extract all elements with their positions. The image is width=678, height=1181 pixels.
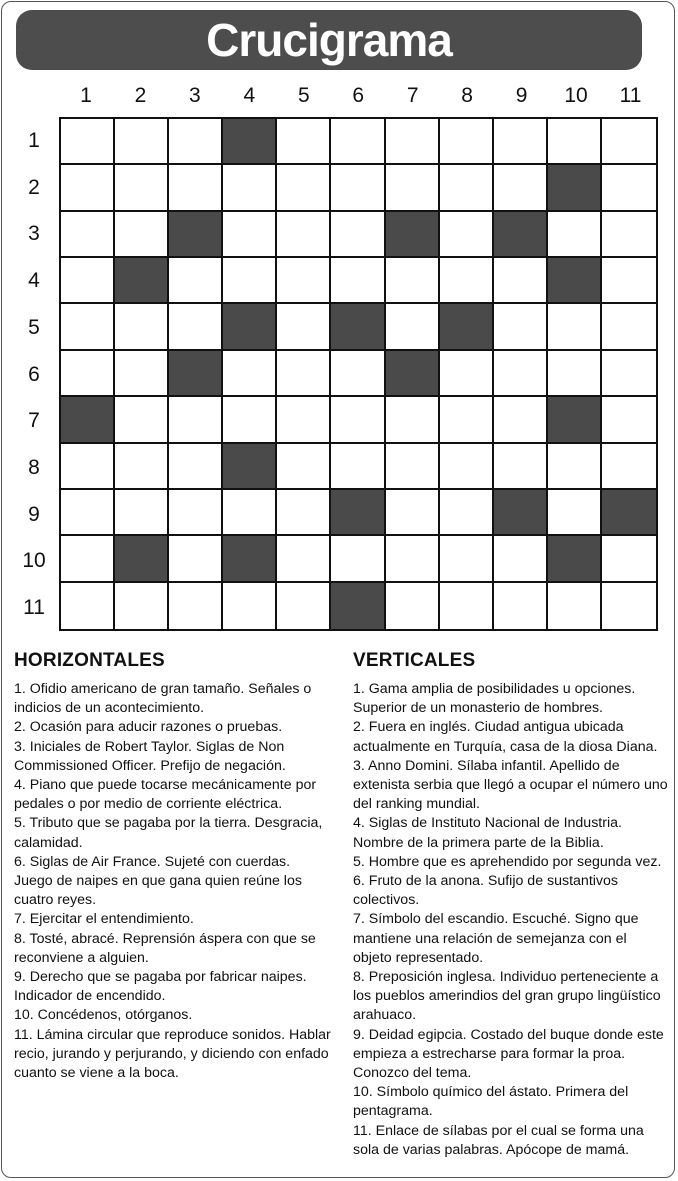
grid-cell[interactable] — [223, 351, 277, 397]
grid-cell[interactable] — [115, 212, 169, 258]
grid-cell[interactable] — [61, 304, 115, 350]
column-number: 9 — [515, 84, 528, 107]
grid-cell[interactable] — [169, 397, 223, 443]
clue-item: 8. Tosté, abracé. Reprensión áspera con que se reconviene a alguien. — [14, 930, 316, 966]
grid-cell[interactable] — [494, 536, 548, 582]
grid-cell[interactable] — [440, 351, 494, 397]
grid-cell[interactable] — [602, 444, 656, 490]
row-number: 6 — [28, 362, 40, 386]
row-number: 1 — [28, 129, 40, 152]
black-cell — [386, 351, 440, 397]
grid-cell[interactable] — [548, 304, 602, 350]
grid-cell[interactable] — [169, 490, 223, 536]
grid-cell[interactable] — [548, 119, 602, 165]
verticales-section — [353, 650, 669, 1160]
grid-cell[interactable] — [61, 258, 115, 304]
grid-cell[interactable] — [331, 536, 385, 582]
grid-cell[interactable] — [169, 119, 223, 165]
grid-cell[interactable] — [548, 351, 602, 397]
black-cell — [61, 397, 115, 443]
grid-cell[interactable] — [386, 536, 440, 582]
grid-cell[interactable] — [440, 583, 494, 629]
grid-cell[interactable] — [223, 165, 277, 211]
grid-cell[interactable] — [61, 165, 115, 211]
black-cell — [440, 304, 494, 350]
clue-item: 5. Hombre que es aprehendido por segunda vez. — [353, 853, 662, 870]
grid-cell[interactable] — [277, 536, 331, 582]
column-number: 3 — [189, 84, 201, 107]
grid-cell[interactable] — [223, 258, 277, 304]
clue-item: 10. Concédenos, otórganos. — [14, 1007, 193, 1024]
black-cell — [169, 212, 223, 258]
black-cell — [494, 212, 548, 258]
grid-cell[interactable] — [386, 583, 440, 629]
grid-cell[interactable] — [440, 490, 494, 536]
grid-cell[interactable] — [277, 304, 331, 350]
grid-cell[interactable] — [169, 304, 223, 350]
grid-cell[interactable] — [494, 258, 548, 304]
black-cell — [223, 444, 277, 490]
grid-cell[interactable] — [602, 165, 656, 211]
grid-cell[interactable] — [115, 397, 169, 443]
black-cell — [223, 304, 277, 350]
grid-cell[interactable] — [548, 583, 602, 629]
grid-cell[interactable] — [602, 351, 656, 397]
clue-item: 2. Fuera en inglés. Ciudad antigua ubicada actualmente en Turquía, casa de la diosa Diana. — [353, 719, 658, 755]
grid-cell[interactable] — [602, 536, 656, 582]
grid-cell[interactable] — [386, 258, 440, 304]
grid-cell[interactable] — [440, 119, 494, 165]
column-number: 11 — [619, 84, 642, 107]
grid-cell[interactable] — [277, 165, 331, 211]
grid-cell[interactable] — [61, 351, 115, 397]
row-number: 4 — [28, 269, 40, 293]
black-cell — [386, 212, 440, 258]
grid-cell[interactable] — [440, 258, 494, 304]
clue-item: 3. Iniciales de Robert Taylor. Siglas de Non Commissioned Officer. Prefijo de negación. — [14, 738, 286, 774]
black-cell — [223, 536, 277, 582]
grid-cell[interactable] — [61, 212, 115, 258]
clue-item: 3. Anno Domini. Sílaba infantil. Apellido de extenista serbia que llegó a ocupar el número uno del ranking mundial. — [353, 757, 668, 813]
grid-cell[interactable] — [169, 165, 223, 211]
grid-cell[interactable] — [115, 583, 169, 629]
row-number: 5 — [28, 315, 40, 339]
black-cell — [223, 119, 277, 165]
grid-cell[interactable] — [440, 165, 494, 211]
grid-cell[interactable] — [61, 583, 115, 629]
clue-item: 6. Fruto de la anona. Sufijo de sustantivos colectivos. — [353, 873, 618, 909]
black-cell — [331, 490, 385, 536]
grid-cell[interactable] — [223, 583, 277, 629]
grid-cell[interactable] — [115, 351, 169, 397]
clue-item: 9. Derecho que se pagaba por fabricar naipes. Indicador de encendido. — [14, 969, 307, 1005]
grid-cell[interactable] — [61, 536, 115, 582]
clue-item: 4. Piano que puede tocarse mecánicamente por pedales o por medio de corriente eléctrica. — [14, 777, 317, 813]
grid-cell[interactable] — [277, 258, 331, 304]
horizontales-section — [14, 650, 332, 1083]
clue-item: 11. Enlace de sílabas por el cual se forma una sola de varias palabras. Apócope de mamá. — [353, 1122, 644, 1158]
black-cell — [115, 536, 169, 582]
grid-cell[interactable] — [169, 258, 223, 304]
grid-cell[interactable] — [494, 583, 548, 629]
grid-cell[interactable] — [602, 397, 656, 443]
row-number: 10 — [22, 549, 46, 573]
grid-cell[interactable] — [61, 490, 115, 536]
verticales-heading: VERTICALES — [353, 650, 476, 671]
page-title: Crucigrama — [206, 14, 452, 66]
grid-cell[interactable] — [602, 304, 656, 350]
row-number: 7 — [28, 409, 40, 433]
title-bar — [16, 10, 642, 70]
grid-cell[interactable] — [169, 536, 223, 582]
grid-cell[interactable] — [169, 583, 223, 629]
grid-cell[interactable] — [494, 304, 548, 350]
clue-item: 1. Ofidio americano de gran tamaño. Señales o indicios de un acontecimiento. — [14, 681, 312, 717]
black-cell — [548, 536, 602, 582]
grid-cell[interactable] — [494, 119, 548, 165]
clue-item: 9. Deidad egipcia. Costado del buque donde este empieza a estrecharse para formar la proa. Conozco del tema. — [353, 1026, 664, 1082]
grid-cell[interactable] — [331, 351, 385, 397]
grid-cell[interactable] — [548, 490, 602, 536]
grid-cell[interactable] — [331, 397, 385, 443]
grid-cell[interactable] — [61, 119, 115, 165]
grid-cell[interactable] — [277, 444, 331, 490]
black-cell — [548, 397, 602, 443]
grid-cell[interactable] — [494, 397, 548, 443]
horizontales-clue-list — [14, 680, 332, 1083]
grid-cell[interactable] — [602, 119, 656, 165]
grid-cell[interactable] — [223, 212, 277, 258]
black-cell — [548, 258, 602, 304]
grid-cell[interactable] — [277, 119, 331, 165]
grid-cell[interactable] — [115, 444, 169, 490]
grid-cell[interactable] — [440, 444, 494, 490]
verticales-clue-list — [353, 680, 669, 1160]
black-cell — [602, 490, 656, 536]
clue-item: 4. Siglas de Instituto Nacional de Industria. Nombre de la primera parte de la Biblia. — [353, 815, 622, 851]
column-number: 10 — [564, 84, 588, 107]
column-number: 5 — [297, 84, 310, 107]
grid-cell[interactable] — [223, 490, 277, 536]
grid-cell[interactable] — [331, 119, 385, 165]
clue-item: 8. Preposición inglesa. Individuo perteneciente a los pueblos amerindios del gran grupo lingüístico arahuaco. — [353, 969, 661, 1024]
grid-cell[interactable] — [386, 304, 440, 350]
grid-cell[interactable] — [115, 119, 169, 165]
clue-item: 1. Gama amplia de posibilidades u opciones. Superior de un monasterio de hombres. — [353, 681, 636, 717]
grid-cell[interactable] — [115, 304, 169, 350]
grid-cell[interactable] — [277, 490, 331, 536]
row-number: 3 — [28, 222, 40, 246]
grid-cell[interactable] — [440, 212, 494, 258]
grid-cell[interactable] — [602, 258, 656, 304]
grid-cell[interactable] — [331, 444, 385, 490]
column-number: 2 — [134, 84, 147, 107]
clue-item: 6. Siglas de Air France. Sujeté con cuerdas. Juego de naipes en que gana quien reúne los cuatro reyes. — [14, 853, 302, 909]
grid-cell[interactable] — [440, 536, 494, 582]
grid-cell[interactable] — [386, 397, 440, 443]
clue-item: 10. Símbolo químico del ástato. Primera del pentagrama. — [353, 1084, 629, 1120]
column-number: 7 — [406, 84, 419, 107]
grid-cell[interactable] — [494, 165, 548, 211]
clue-item: 7. Símbolo del escandio. Escuché. Signo que mantiene una relación de semejanza con el objeto representado. — [353, 911, 639, 966]
grid-cell[interactable] — [548, 212, 602, 258]
grid-cell[interactable] — [223, 397, 277, 443]
row-number: 2 — [28, 175, 40, 199]
column-number: 6 — [352, 84, 365, 107]
black-cell — [331, 304, 385, 350]
grid-cell[interactable] — [277, 583, 331, 629]
clue-item: 5. Tributo que se pagaba por la tierra. Desgracia, calamidad. — [14, 815, 323, 851]
row-number: 9 — [28, 502, 40, 526]
clue-item: 11. Lámina circular que reproduce sonidos. Hablar recio, jurando y perjurando, y diciendo con enfado cuanto se viene a la boca. — [14, 1026, 331, 1082]
grid-cell[interactable] — [115, 165, 169, 211]
column-number: 4 — [243, 84, 256, 107]
grid-cell[interactable] — [494, 351, 548, 397]
grid-cell[interactable] — [602, 212, 656, 258]
grid-cell[interactable] — [331, 165, 385, 211]
grid-cell[interactable] — [386, 119, 440, 165]
black-cell — [115, 258, 169, 304]
grid-cell[interactable] — [169, 444, 223, 490]
grid-cell[interactable] — [440, 397, 494, 443]
grid-cell[interactable] — [494, 444, 548, 490]
grid-cell[interactable] — [277, 212, 331, 258]
grid-cell[interactable] — [602, 583, 656, 629]
black-cell — [494, 490, 548, 536]
clue-item: 2. Ocasión para aducir razones o pruebas. — [14, 719, 283, 736]
row-number: 8 — [28, 455, 40, 479]
black-cell — [169, 351, 223, 397]
clue-item: 7. Ejercitar el entendimiento. — [14, 911, 194, 928]
grid-cell[interactable] — [277, 351, 331, 397]
column-number: 1 — [80, 84, 92, 107]
grid-cell[interactable] — [386, 165, 440, 211]
grid-cell[interactable] — [61, 444, 115, 490]
black-cell — [331, 583, 385, 629]
row-number: 11 — [23, 596, 45, 619]
grid-cell[interactable] — [277, 397, 331, 443]
grid-cell[interactable] — [115, 490, 169, 536]
black-cell — [548, 165, 602, 211]
grid-cell[interactable] — [331, 258, 385, 304]
grid-cell[interactable] — [548, 444, 602, 490]
crossword-grid — [59, 117, 658, 631]
grid-cell[interactable] — [386, 490, 440, 536]
column-number: 8 — [461, 84, 473, 107]
grid-cell[interactable] — [386, 444, 440, 490]
horizontales-heading: HORIZONTALES — [14, 650, 165, 671]
grid-cell[interactable] — [331, 212, 385, 258]
